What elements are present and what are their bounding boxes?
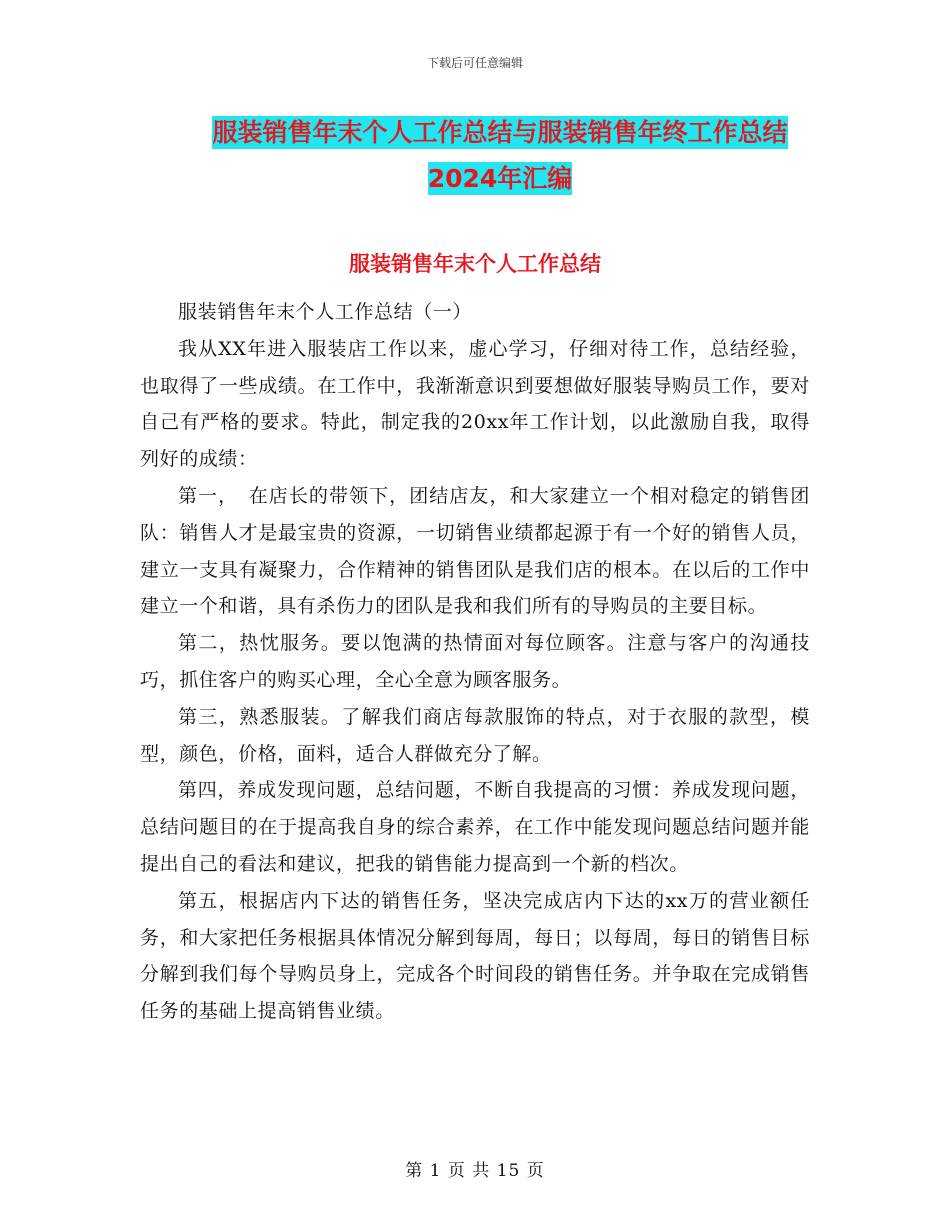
paragraph: 我从XX年进入服装店工作以来，虚心学习，仔细对待工作，总结经验，也取得了一些成绩。在工作中，我渐渐意识到要想做好服装导购员工作，要对自己有严格的要求。特此，制定我的20xx年工作计划，以此激励自我，取得列好的成绩： [140, 337, 810, 471]
paragraph-subtitle: 服装销售年末个人工作总结（一） [178, 301, 473, 323]
document-title [140, 110, 860, 202]
section-title: 服装销售年末个人工作总结 [349, 252, 601, 276]
paragraph: 第一， 在店长的带领下，团结店友，和大家建立一个相对稳定的销售团队：销售人才是最宝贵的资源，一切销售业绩都起源于有一个好的销售人员，建立一支具有凝聚力，合作精神的销售团队是我们店的根本。在以后的工作中建立一个和谐，具有杀伤力的团队是我和我们所有的导购员的主要目标。 [140, 484, 810, 618]
document-title-line2: 2024年汇编 [427, 164, 573, 193]
paragraph: 第三，熟悉服装。了解我们商店每款服饰的特点，对于衣服的款型，模型，颜色，价格，面料，适合人群做充分了解。 [140, 705, 810, 765]
page-number-footer: 第 1 页 共 15 页 [405, 1161, 545, 1181]
paragraph: 第五，根据店内下达的销售任务，坚决完成店内下达的xx万的营业额任务，和大家把任务根据具体情况分解到每周，每日；以每周，每日的销售目标分解到我们每个导购员身上，完成各个时间段的销售任务。并争取在完成销售任务的基础上提高销售业绩。 [140, 889, 810, 1023]
document-title-line1: 服装销售年末个人工作总结与服装销售年终工作总结 [212, 118, 788, 147]
header-note: 下载后可任意编辑 [426, 56, 523, 70]
document-body [140, 294, 810, 1030]
paragraph: 第二，热忱服务。要以饱满的热情面对每位顾客。注意与客户的沟通技巧，抓住客户的购买心理，全心全意为顾客服务。 [140, 632, 810, 691]
paragraph: 第四，养成发现问题，总结问题，不断自我提高的习惯：养成发现问题，总结问题目的在于提高我自身的综合素养，在工作中能发现问题总结问题并能提出自己的看法和建议，把我的销售能力提高到一个新的档次。 [140, 779, 810, 875]
